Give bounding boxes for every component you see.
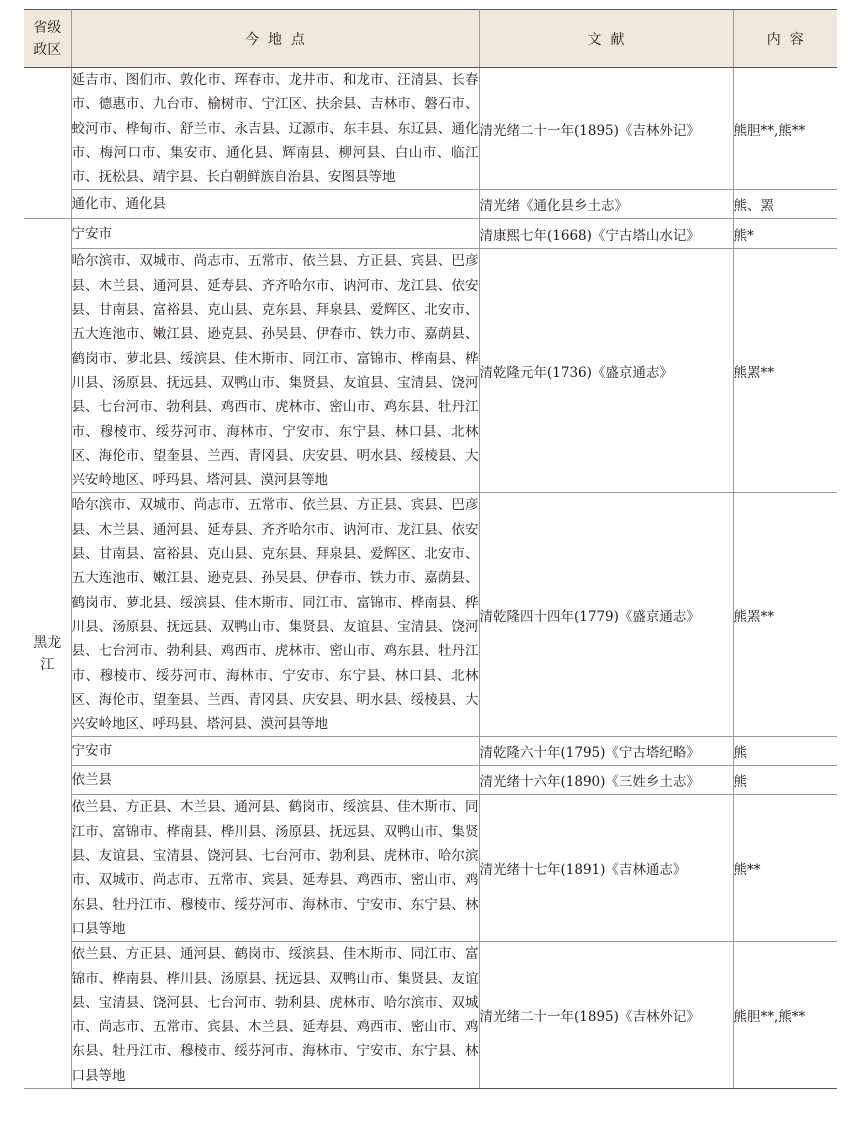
table-row — [24, 795, 837, 942]
source-cell: 清光绪二十一年(1895)《吉林外记》 — [479, 68, 733, 190]
content-cell: 熊** — [733, 795, 837, 942]
header-location: 今 地 点 — [71, 10, 479, 68]
province-cell-heilongjiang — [24, 219, 71, 1089]
source-cell: 清乾隆四十四年(1779)《盛京通志》 — [479, 493, 733, 737]
source-cell: 清光绪二十一年(1895)《吉林外记》 — [479, 942, 733, 1089]
location-cell: 通化市、通化县 — [71, 190, 479, 219]
content-cell: 熊胆**,熊** — [733, 68, 837, 190]
province-line1: 黑龙 — [33, 634, 62, 651]
location-cell: 宁安市 — [71, 737, 479, 766]
records-table — [24, 9, 837, 1089]
table-row — [24, 942, 837, 1089]
content-cell: 熊 — [733, 737, 837, 766]
table-row — [24, 249, 837, 493]
content-cell: 熊 — [733, 766, 837, 795]
location-cell: 依兰县、方正县、木兰县、通河县、鹤岗市、绥滨县、佳木斯市、同江市、富锦市、桦南县、桦川县、汤原县、抚远县、双鸭山市、集贤县、友谊县、宝清县、饶河县、七台河市、勃利县、虎林市、哈尔滨市、双城市、尚志市、五常市、宾县、延寿县、鸡西市、密山市、鸡东县、牡丹江市、穆棱市、绥芬河市、海林市、宁安市、东宁县、林口县等地 — [71, 795, 479, 942]
source-cell: 清康熙七年(1668)《宁古塔山水记》 — [479, 219, 733, 249]
table-row — [24, 219, 837, 249]
table-row — [24, 68, 837, 190]
table-row — [24, 766, 837, 795]
source-cell: 清光绪十七年(1891)《吉林通志》 — [479, 795, 733, 942]
content-cell: 熊胆**,熊** — [733, 942, 837, 1089]
header-province — [24, 10, 71, 68]
location-cell: 依兰县、方正县、通河县、鹤岗市、绥滨县、佳木斯市、同江市、富锦市、桦南县、桦川县、汤原县、抚远县、双鸭山市、集贤县、友谊县、宝清县、饶河县、七台河市、勃利县、虎林市、哈尔滨市、双城市、尚志市、五常市、宾县、木兰县、延寿县、鸡西市、密山市、鸡东县、牡丹江市、穆棱市、绥芬河市、海林市、宁安市、东宁县、林口县等地 — [71, 942, 479, 1089]
header-province-line2: 政区 — [33, 41, 62, 58]
province-line2: 江 — [40, 656, 55, 673]
location-cell: 依兰县 — [71, 766, 479, 795]
header-content: 内 容 — [733, 10, 837, 68]
location-cell: 哈尔滨市、双城市、尚志市、五常市、依兰县、方正县、宾县、巴彦县、木兰县、通河县、延寿县、齐齐哈尔市、讷河市、龙江县、依安县、甘南县、富裕县、克山县、克东县、拜泉县、爱辉区、北安市、五大连池市、嫩江县、逊克县、孙吴县、伊春市、铁力市、嘉荫县、鹤岗市、萝北县、绥滨县、佳木斯市、同江市、富锦市、桦南县、桦川县、汤原县、抚远县、双鸭山市、集贤县、友谊县、宝清县、饶河县、七台河市、勃利县、鸡西市、虎林市、密山市、鸡东县、牡丹江市、穆棱市、绥芬河市、海林市、宁安市、东宁县、林口县、北林区、海伦市、望奎县、兰西、青冈县、庆安县、明水县、绥棱县、大兴安岭地区、呼玛县、塔河县、漠河县等地 — [71, 249, 479, 493]
source-cell: 清乾隆元年(1736)《盛京通志》 — [479, 249, 733, 493]
province-cell-empty — [24, 68, 71, 219]
content-cell: 熊罴** — [733, 493, 837, 737]
header-source: 文 献 — [479, 10, 733, 68]
location-cell: 延吉市、图们市、敦化市、珲春市、龙井市、和龙市、汪清县、长春市、德惠市、九台市、榆树市、宁江区、扶余县、吉林市、磐石市、蛟河市、桦甸市、舒兰市、永吉县、辽源市、东丰县、东辽县、通化市、梅河口市、集安市、通化县、辉南县、柳河县、白山市、临江市、抚松县、靖宇县、长白朝鲜族自治县、安图县等地 — [71, 68, 479, 190]
content-cell: 熊罴** — [733, 249, 837, 493]
content-cell: 熊* — [733, 219, 837, 249]
location-cell: 哈尔滨市、双城市、尚志市、五常市、依兰县、方正县、宾县、巴彦县、木兰县、通河县、延寿县、齐齐哈尔市、讷河市、龙江县、依安县、甘南县、富裕县、克山县、克东县、拜泉县、爱辉区、北安市、五大连池市、嫩江县、逊克县、孙吴县、伊春市、铁力市、嘉荫县、鹤岗市、萝北县、绥滨县、佳木斯市、同江市、富锦市、桦南县、桦川县、汤原县、抚远县、双鸭山市、集贤县、友谊县、宝清县、饶河县、七台河市、勃利县、鸡西市、虎林市、密山市、鸡东县、牡丹江市、穆棱市、绥芬河市、海林市、宁安市、东宁县、林口县、北林区、海伦市、望奎县、兰西、青冈县、庆安县、明水县、绥棱县、大兴安岭地区、呼玛县、塔河县、漠河县等地 — [71, 493, 479, 737]
table-row — [24, 737, 837, 766]
location-cell: 宁安市 — [71, 219, 479, 249]
source-cell: 清乾隆六十年(1795)《宁古塔纪略》 — [479, 737, 733, 766]
table-row — [24, 493, 837, 737]
header-row — [24, 10, 837, 68]
content-cell: 熊、罴 — [733, 190, 837, 219]
table-row — [24, 190, 837, 219]
source-cell: 清光绪《通化县乡土志》 — [479, 190, 733, 219]
source-cell: 清光绪十六年(1890)《三姓乡土志》 — [479, 766, 733, 795]
header-province-line1: 省级 — [33, 19, 62, 36]
